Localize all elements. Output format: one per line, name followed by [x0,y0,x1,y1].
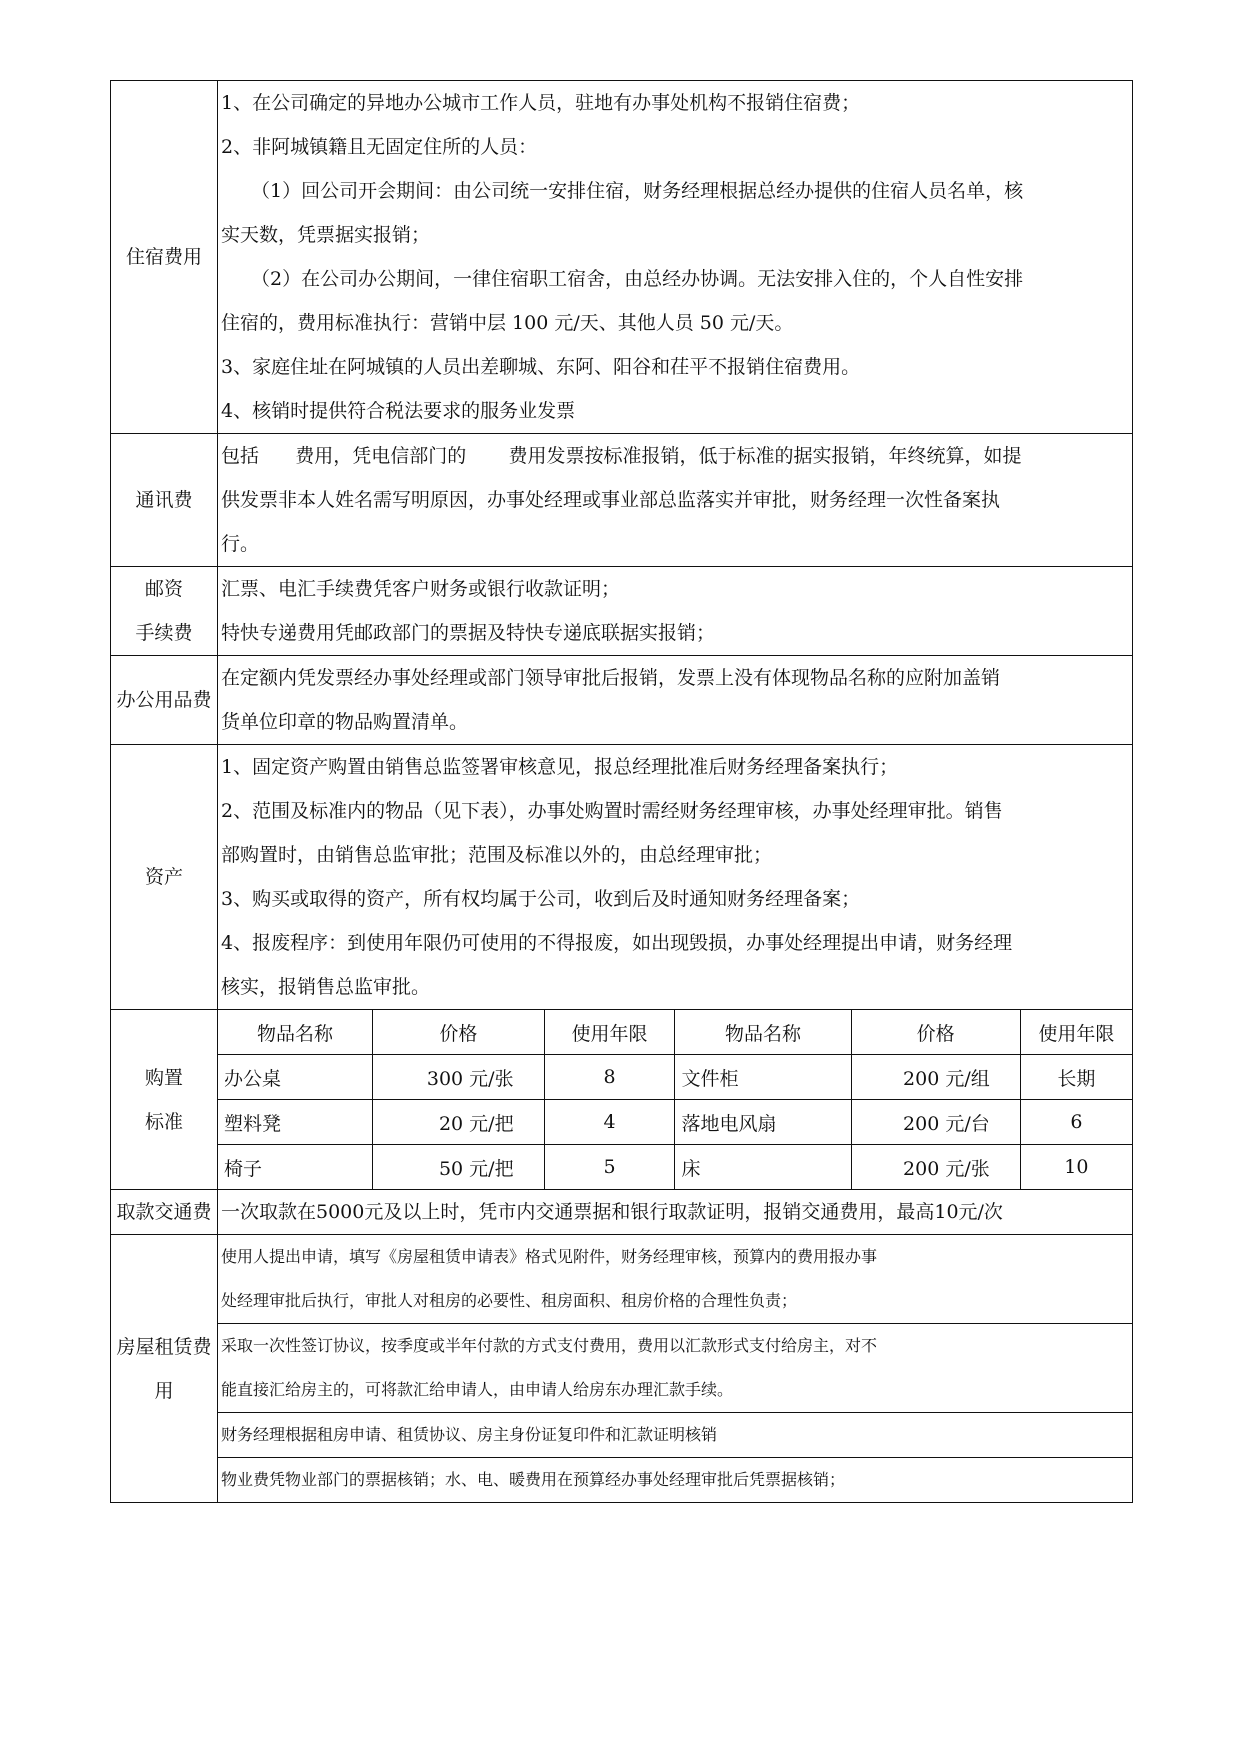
item-name-cell: 办公桌 [218,1055,373,1100]
rent-label-line-1: 房屋租赁费 [116,1335,212,1358]
communication-label: 通讯费 [111,434,218,567]
office-supplies-line-1: 在定额内凭发票经办事处经理或部门领导审批后报销，发票上没有体现物品名称的应附加盖销 [221,667,1001,689]
price-cell: 200 元/台 [851,1100,1020,1145]
office-supplies-label: 办公用品费 [111,656,218,745]
communication-line-3: 行。 [221,533,260,555]
table-row [218,1100,1132,1145]
rent-label [111,1235,218,1503]
lodging-line-6: 住宿的，费用标准执行：营销中层 100 元/天、其他人员 50 元/天。 [221,312,794,334]
lodging-label: 住宿费用 [111,81,218,434]
office-supplies-line-2: 货单位印章的物品购置清单。 [221,711,469,733]
rent-block-2-line-2: 能直接汇给房主的，可将款汇给申请人，由申请人给房东办理汇款手续。 [221,1380,734,1399]
header-item-name-2: 物品名称 [675,1010,851,1055]
service-life-cell: 8 [544,1055,675,1100]
communication-row [111,434,1133,567]
withdrawal-transport-label: 取款交通费 [111,1190,218,1235]
service-life-cell: 长期 [1020,1055,1132,1100]
lodging-line-7: 3、家庭住址在阿城镇的人员出差聊城、东阿、阳谷和茌平不报销住宿费用。 [221,356,861,378]
purchase-standard-label-line-2: 标准 [144,1110,183,1133]
lodging-line-1: 1、在公司确定的异地办公城市工作人员，驻地有办事处机构不报销住宿费； [221,92,861,114]
table-row [218,1055,1132,1100]
lodging-line-5: （2）在公司办公期间，一律住宿职工宿舍，由总经办协调。无法安排入住的，个人自性安排 [251,268,1024,290]
office-supplies-content [218,656,1133,745]
price-cell: 200 元/张 [851,1145,1020,1190]
postage-content [218,567,1133,656]
assets-content [218,745,1133,1010]
lodging-row [111,81,1133,434]
rent-row [111,1235,1133,1503]
lodging-content [218,81,1133,434]
withdrawal-transport-row [111,1190,1133,1235]
assets-line-5: 4、报废程序：到使用年限仍可使用的不得报废，如出现毁损，办事处经理提出申请，财务经理 [221,932,1013,954]
item-name-cell: 床 [675,1145,851,1190]
price-cell: 200 元/组 [851,1055,1020,1100]
rent-block-4-line-1: 物业费凭物业部门的票据核销；水、电、暖费用在预算经办事处经理审批后凭票据核销； [221,1470,846,1489]
rent-block-2-line-1: 采取一次性签订协议，按季度或半年付款的方式支付费用，费用以汇款形式支付给房主，对不 [221,1336,878,1355]
withdrawal-transport-text: 一次取款在5000元及以上时，凭市内交通票据和银行取款证明，报销交通费用，最高10元/次 [221,1201,1003,1223]
office-supplies-row [111,656,1133,745]
service-life-cell: 6 [1020,1100,1132,1145]
postage-label [111,567,218,656]
item-name-cell: 椅子 [218,1145,373,1190]
postage-line-1: 汇票、电汇手续费凭客户财务或银行收款证明； [221,578,621,600]
price-cell: 20 元/把 [373,1100,545,1145]
purchase-standard-content [218,1010,1133,1190]
lodging-line-4: 实天数，凭票据实报销； [221,224,431,246]
purchase-standard-row [111,1010,1133,1190]
assets-line-4: 3、购买或取得的资产，所有权均属于公司，收到后及时通知财务经理备案； [221,888,861,910]
communication-line-2: 供发票非本人姓名需写明原因，办事处经理或事业部总监落实并审批，财务经理一次性备案执 [221,489,1001,511]
lodging-line-2: 2、非阿城镇籍且无固定住所的人员： [221,136,538,158]
communication-content [218,434,1133,567]
header-service-life: 使用年限 [544,1010,675,1055]
postage-label-line-2: 手续费 [135,622,193,644]
assets-line-1: 1、固定资产购置由销售总监签署审核意见，报总经理批准后财务经理备案执行； [221,756,899,778]
rent-block-3-line-1: 财务经理根据租房申请、租赁协议、房主身份证复印件和汇款证明核销 [221,1425,718,1444]
purchase-standard-label-line-1: 购置 [144,1066,183,1089]
rent-block-2 [218,1323,1132,1412]
expense-policy-table [110,80,1133,1503]
service-life-cell: 5 [544,1145,675,1190]
rent-label-line-2: 用 [154,1379,174,1402]
item-name-cell: 文件柜 [675,1055,851,1100]
assets-line-6: 核实，报销售总监审批。 [221,976,431,998]
price-cell: 300 元/张 [373,1055,545,1100]
assets-line-2: 2、范围及标准内的物品（见下表），办事处购置时需经财务经理审核，办事处经理审批。销售 [221,800,1003,822]
postage-label-line-1: 邮资 [144,578,183,600]
withdrawal-transport-content [218,1190,1133,1235]
communication-line-1: 包括 费用，凭电信部门的 费用发票按标准报销，低于标准的据实报销，年终统算，如提 [221,445,1022,467]
rent-content [218,1235,1133,1503]
purchase-standard-label [111,1010,218,1190]
rent-block-4 [218,1457,1132,1502]
item-name-cell: 落地电风扇 [675,1100,851,1145]
lodging-line-3: （1）回公司开会期间：由公司统一安排住宿，财务经理根据总经办提供的住宿人员名单，核 [251,180,1024,202]
header-price: 价格 [373,1010,545,1055]
service-life-cell: 4 [544,1100,675,1145]
table-row [218,1145,1132,1190]
rent-block-1 [218,1235,1132,1323]
purchase-standard-header-row [218,1010,1132,1055]
rent-block-3 [218,1412,1132,1457]
assets-row [111,745,1133,1010]
service-life-cell: 10 [1020,1145,1132,1190]
header-price-2: 价格 [851,1010,1020,1055]
assets-line-3: 部购置时，由销售总监审批；范围及标准以外的，由总经理审批； [221,844,773,866]
purchase-standard-table [218,1010,1132,1189]
price-cell: 50 元/把 [373,1145,545,1190]
postage-row [111,567,1133,656]
postage-line-2: 特快专递费用凭邮政部门的票据及特快专递底联据实报销； [221,622,716,644]
item-name-cell: 塑料凳 [218,1100,373,1145]
assets-label: 资产 [111,745,218,1010]
header-item-name: 物品名称 [218,1010,373,1055]
lodging-line-8: 4、核销时提供符合税法要求的服务业发票 [221,400,576,422]
rent-block-1-line-2: 处经理审批后执行，审批人对租房的必要性、租房面积、租房价格的合理性负责； [221,1291,798,1310]
rent-block-1-line-1: 使用人提出申请，填写《房屋租赁申请表》格式见附件，财务经理审核，预算内的费用报办事 [221,1247,878,1266]
header-service-life-2: 使用年限 [1020,1010,1132,1055]
